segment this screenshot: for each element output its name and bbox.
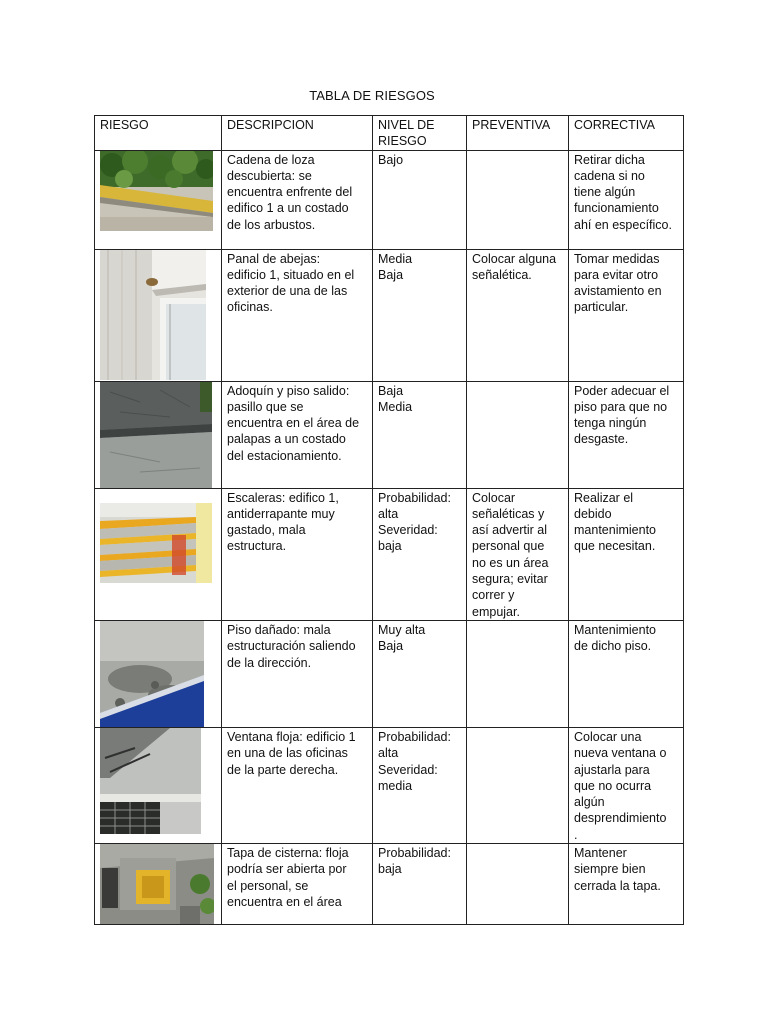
correctiva-cell-line: siempre bien [574, 862, 646, 877]
nivel-cell [373, 620, 467, 727]
header-nivel-de-riesgo [373, 116, 467, 151]
preventiva-cell [467, 381, 569, 488]
damaged-floor-photo [100, 621, 221, 727]
correctiva-cell-line: debido [574, 506, 612, 521]
cistern-cover-photo [100, 844, 221, 924]
riesgo-cell [95, 249, 222, 381]
table-row [95, 381, 684, 488]
preventiva-cell [467, 488, 569, 620]
descripcion-cell-line: estructura. [227, 539, 287, 554]
header-nivel-line: RIESGO [378, 134, 427, 149]
correctiva-cell-line: . [574, 827, 578, 842]
descripcion-cell-line: Tapa de cisterna: floja [227, 846, 349, 861]
preventiva-cell-line: señalética. [472, 267, 532, 282]
nivel-cell-line: Probabilidad: [378, 846, 451, 861]
table-row [95, 844, 684, 925]
table-row [95, 727, 684, 843]
correctiva-cell-line: Poder adecuar el [574, 383, 670, 398]
descripcion-cell [222, 150, 373, 249]
descripcion-cell-line: Piso dañado: mala [227, 622, 331, 637]
correctiva-cell-line: tenga ningún [574, 416, 647, 431]
nivel-cell [373, 381, 467, 488]
header-row [95, 116, 684, 151]
nivel-cell-line: Baja [378, 383, 404, 398]
preventiva-cell-line: segura; evitar [472, 572, 548, 587]
correctiva-cell-line: Realizar el [574, 490, 634, 505]
descripcion-cell [222, 844, 373, 925]
preventiva-cell [467, 620, 569, 727]
descripcion-cell-line: edifico 1 a un costado [227, 201, 349, 216]
nivel-cell [373, 150, 467, 249]
nivel-cell-line: baja [378, 539, 402, 554]
descripcion-cell-line: en una de las oficinas [227, 746, 348, 761]
preventiva-cell-line: Colocar [472, 490, 516, 505]
header-nivel-line: NIVEL DE [378, 118, 435, 132]
nivel-cell-line: Baja [378, 267, 404, 282]
nivel-cell-line: media [378, 778, 413, 793]
riesgo-cell [95, 488, 222, 620]
preventiva-cell-line: correr y [472, 588, 515, 603]
correctiva-cell-line: Mantener [574, 846, 627, 861]
correctiva-cell [569, 620, 684, 727]
nivel-cell-line: alta [378, 506, 399, 521]
curb-with-shrubs-photo [100, 151, 221, 231]
correctiva-cell [569, 844, 684, 925]
nivel-cell-line: Media [378, 251, 413, 266]
descripcion-cell-line: Adoquín y piso salido: [227, 383, 350, 398]
correctiva-cell-line: algún [574, 795, 605, 810]
descripcion-cell-line: Escaleras: edifico 1, [227, 490, 339, 505]
descripcion-cell-line: estructuración saliendo [227, 639, 356, 654]
preventiva-cell-line: Colocar alguna [472, 251, 557, 266]
descripcion-cell-line: exterior de una de las [227, 284, 348, 299]
preventiva-cell-line: señaléticas y [472, 506, 545, 521]
riesgo-cell [95, 620, 222, 727]
preventiva-cell-line: empujar. [472, 604, 520, 619]
correctiva-cell-line: que necesitan. [574, 539, 656, 554]
nivel-cell [373, 727, 467, 843]
correctiva-cell-line: Colocar una [574, 729, 642, 744]
loose-window-photo [100, 728, 221, 834]
preventiva-cell [467, 150, 569, 249]
risk-table [94, 115, 684, 925]
descripcion-cell-line: gastado, mala [227, 523, 306, 538]
correctiva-cell-line: de dicho piso. [574, 639, 652, 654]
riesgo-cell [95, 381, 222, 488]
nivel-cell-line: Muy alta [378, 622, 426, 637]
descripcion-cell-line: Panal de abejas: [227, 251, 321, 266]
preventiva-cell [467, 844, 569, 925]
descripcion-cell-line: podría ser abierta por [227, 862, 347, 877]
header-descripcion: DESCRIPCION [222, 116, 373, 151]
table-row [95, 488, 684, 620]
descripcion-cell-line: de la parte derecha. [227, 762, 339, 777]
correctiva-cell-line: Tomar medidas [574, 251, 660, 266]
correctiva-cell-line: Retirar dicha [574, 152, 645, 167]
header-preventiva: PREVENTIVA [467, 116, 569, 151]
correctiva-cell [569, 150, 684, 249]
descripcion-cell-line: Cadena de loza [227, 152, 315, 167]
correctiva-cell-line: que no ocurra [574, 778, 652, 793]
preventiva-cell-line: así advertir al [472, 523, 548, 538]
preventiva-cell-line: personal que [472, 539, 545, 554]
descripcion-cell [222, 249, 373, 381]
correctiva-cell-line: particular. [574, 300, 629, 315]
riesgo-cell [95, 844, 222, 925]
descripcion-cell-line: encuentra en el área [227, 894, 342, 909]
descripcion-cell-line: palapas a un costado [227, 432, 346, 447]
descripcion-cell [222, 620, 373, 727]
correctiva-cell [569, 249, 684, 381]
nivel-cell-line: Media [378, 399, 413, 414]
correctiva-cell-line: desgaste. [574, 432, 629, 447]
preventiva-cell-line: no es un área [472, 555, 549, 570]
nivel-cell [373, 249, 467, 381]
preventiva-cell [467, 249, 569, 381]
correctiva-cell-line: ahí en específico. [574, 217, 672, 232]
correctiva-cell-line: piso para que no [574, 399, 668, 414]
correctiva-cell-line: desprendimiento [574, 811, 667, 826]
document-title: TABLA DE RIESGOS [309, 88, 435, 103]
header-riesgo: RIESGO [95, 116, 222, 151]
descripcion-cell-line: del estacionamiento. [227, 448, 342, 463]
table-row [95, 620, 684, 727]
correctiva-cell-line: nueva ventana o [574, 746, 667, 761]
correctiva-cell [569, 727, 684, 843]
descripcion-cell-line: oficinas. [227, 300, 273, 315]
preventiva-cell [467, 727, 569, 843]
nivel-cell [373, 488, 467, 620]
correctiva-cell-line: cadena si no [574, 168, 645, 183]
correctiva-cell-line: tiene algún [574, 185, 636, 200]
descripcion-cell-line: de los arbustos. [227, 217, 316, 232]
correctiva-cell-line: funcionamiento [574, 201, 659, 216]
correctiva-cell-line: para evitar otro [574, 267, 659, 282]
nivel-cell-line: Bajo [378, 152, 404, 167]
descripcion-cell [222, 381, 373, 488]
nivel-cell [373, 844, 467, 925]
nivel-cell-line: baja [378, 862, 402, 877]
correctiva-cell-line: avistamiento en [574, 284, 662, 299]
descripcion-cell-line: encuentra enfrente del [227, 185, 353, 200]
descripcion-cell [222, 727, 373, 843]
correctiva-cell-line: ajustarla para [574, 762, 650, 777]
beehive-on-wall-photo [100, 250, 221, 380]
nivel-cell-line: alta [378, 746, 399, 761]
nivel-cell-line: Severidad: [378, 762, 438, 777]
correctiva-cell [569, 488, 684, 620]
correctiva-cell-line: Mantenimiento [574, 622, 656, 637]
table-row [95, 150, 684, 249]
nivel-cell-line: Probabilidad: [378, 729, 451, 744]
descripcion-cell-line: encuentra en el área de [227, 416, 360, 431]
header-correctiva: CORRECTIVA [569, 116, 684, 151]
descripcion-cell-line: de la dirección. [227, 655, 312, 670]
correctiva-cell-line: mantenimiento [574, 523, 656, 538]
nivel-cell-line: Probabilidad: [378, 490, 451, 505]
riesgo-cell [95, 150, 222, 249]
table-row [95, 249, 684, 381]
riesgo-cell [95, 727, 222, 843]
nivel-cell-line: Baja [378, 639, 404, 654]
descripcion-cell-line: antiderrapante muy [227, 506, 335, 521]
descripcion-cell-line: el personal, se [227, 878, 309, 893]
descripcion-cell-line: Ventana floja: edificio 1 [227, 729, 356, 744]
descripcion-cell-line: edificio 1, situado en el [227, 267, 355, 282]
stairs-photo [100, 503, 221, 583]
descripcion-cell-line: pasillo que se [227, 399, 304, 414]
nivel-cell-line: Severidad: [378, 523, 438, 538]
broken-pavement-photo [100, 382, 221, 488]
correctiva-cell-line: cerrada la tapa. [574, 878, 661, 893]
descripcion-cell [222, 488, 373, 620]
descripcion-cell-line: descubierta: se [227, 168, 312, 183]
correctiva-cell [569, 381, 684, 488]
